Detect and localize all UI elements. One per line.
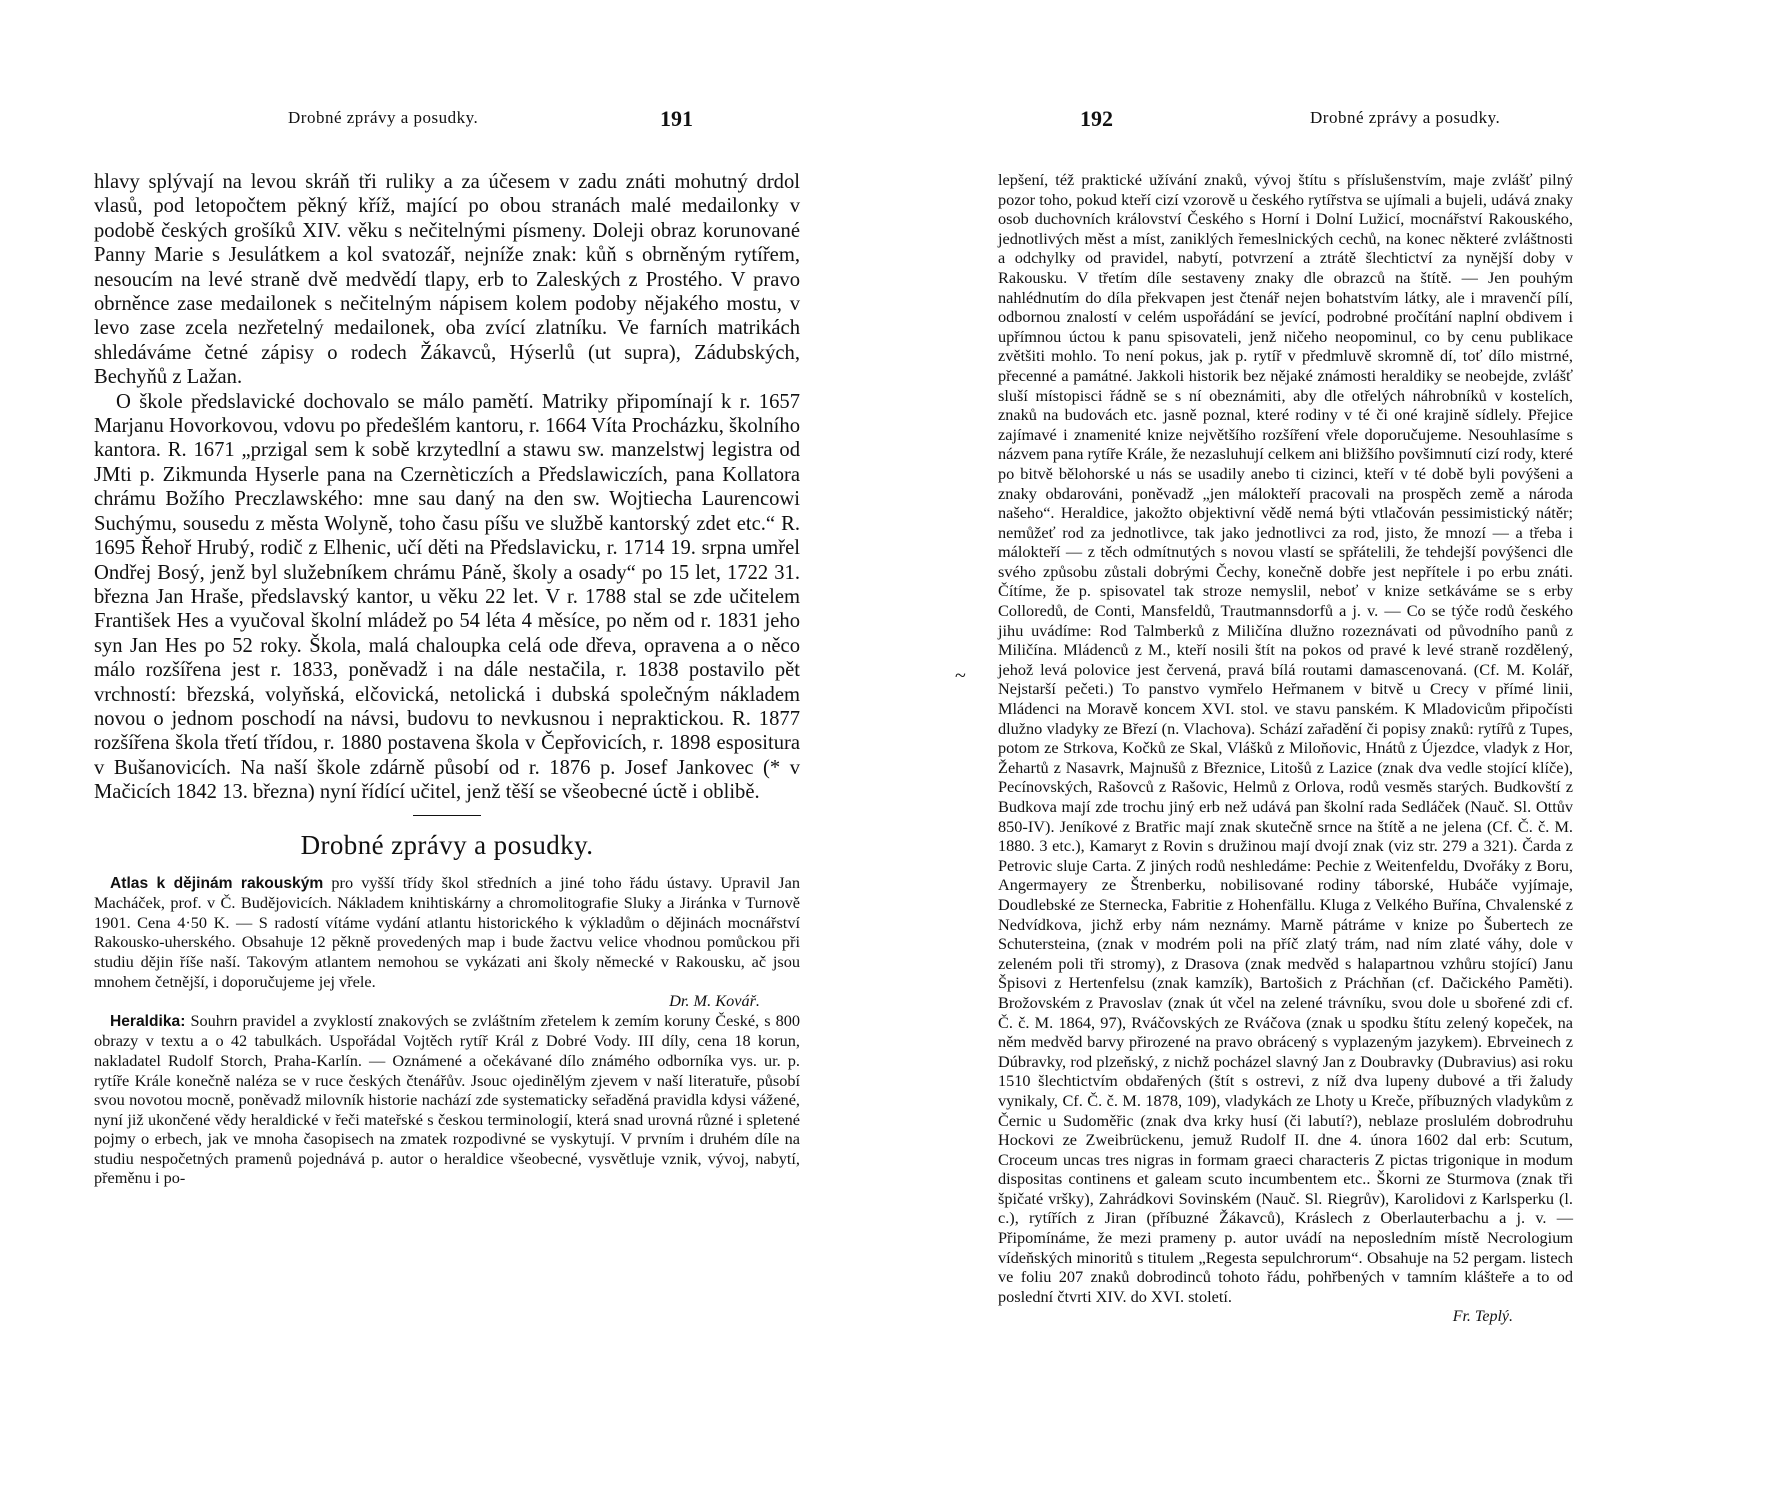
review-atlas-lead: Atlas k dějinám rakouským xyxy=(110,874,324,892)
section-divider xyxy=(413,815,481,816)
review-atlas xyxy=(94,873,800,1011)
review-atlas-text: pro vyšší třídy škol středních a jiné toho řádu ústavy. Upravil Jan Macháček, prof. v Č. Budějovicích. Nákladem knihtiskárny a chromolitografie Sluky a Jiránka v Turnově 1901. Cena 4·50 K. — S radostí vítáme vydání atlantu historického k výkladům o dějinách mocnářství Rakousko-uherského. Obsahuje 12 pěkně provedených map i bude žactvu velice vhodnou pomůckou při studiu dějin říše naší. Takovým atlantem nemohou se vykázati ani školy německé v Rakousku, ač jsou mnohem četnější, i doporučujeme jej vřele. xyxy=(94,872,800,991)
margin-mark: ~ xyxy=(955,665,966,687)
running-head-left: Drobné zprávy a posudky. xyxy=(288,108,479,127)
review-heraldika-text: Souhrn pravidel a zvyklostí znakových se zvláštním zřetelem k zemím koruny České, s 800 obrazy v textu a o 42 tabulkách. Uspořádal Vojtěch rytíř Král z Dobré Vody. III díly, cena 18 korun, nakladatel Rudolf Storch, Praha-Karlín. — Oznámené a očekávané dílo známého odborníka vys. ur. p. rytíře Krále konečně naléza se v ruce českých čtenářův. Jsouc ojedinělým zjevem v naší literatuře, působí svou novotou mocně, poněvadž milovník historie nachází zde systematicky seřaděná pravidla kdysi vážené, nyní již ukončené vědy heraldické v řeči mateřské s českou terminologií, která snad urovná různé i spletené pojmy o erbech, jak ve mnoha časopisech na zmatek rozpodivné se vyskytují. V prvním i druhém díle na studiu nespočetných pramenů pojednává p. autor o heraldice všeobecné, vysvětluje vznik, vývoj, nabytí, přeměnu i po- xyxy=(94,1010,800,1188)
section-heading: Drobné zprávy a posudky. xyxy=(300,829,594,860)
page-number-left: 191 xyxy=(660,106,693,131)
review-heraldika xyxy=(94,1011,800,1188)
body-paragraph-2: O škole předslavické dochovalo se málo pamětí. Matriky připomínají k r. 1657 Marjanu Hovorkovou, vdovu po předešlém kantoru, r. 1664 Víta Procházku, školního kantora. R. 1671 „przigal sem k sobě krzytedlní a stawu sw. manzelstwj legistra od JMti p. Zikmunda Hyserle pana na Czernèticzích a Předslawiczích, pana Kollatora chrámu Božího Preczlawského: mne sau daný na den sw. Wojtiecha Laurencowi Suchýmu, sousedu z města Wolyně, toho času píšu ve službě kantorský zdet etc.“ R. 1695 Řehoř Hrubý, rodič z Elhenic, učí děti na Předslavicku, r. 1714 19. srpna umřel Ondřej Bosý, jenž byl služebníkem chrámu Páně, školy a osady“ po 15 let, 1722 31. března Jan Hraše, předslavský kantor, u věku 22 let. V r. 1788 stal se zde učitelem František Hes a vyučoval školní mládež po 54 léta 4 měsíce, po něm od r. 1831 jeho syn Jan Hes po 52 roky. Škola, malá chaloupka celá ode dřeva, opravena a o něco málo rozšířena jest r. 1833, poněvadž i na dále nestačila, r. 1838 postavilo pět vrchností: březská, volyňská, elčovická, netolická i dubská společným nákladem novou o jednom poschodí na návsi, budovu to nevkusnou i nepraktickou. R. 1877 rozšířena škola třetí třídou, r. 1880 postavena škola v Čepřovicích, r. 1898 espositura v Bušanovicích. Na naší škole zdárně působí od r. 1876 p. Josef Jankovec (* v Mačicích 1842 13. března) nyní řídící učitel, jenž těší se všeobecné úctě i oblibě. xyxy=(94,390,800,804)
review-atlas-signature: Dr. M. Kovář. xyxy=(669,991,760,1011)
review-heraldika-lead: Heraldika: xyxy=(110,1012,186,1030)
body-paragraph-1: hlavy splývají na levou skráň tři ruliky a za účesem v zadu znáti mohutný drdol vlasů, pod letopočtem pěkný kříž, mající po obou stranách malé medailonky v podobě českých grošíků XIV. věku s nečitelnými písmeny. Doleji obraz korunované Panny Marie s Jesulátkem a kol svatozář, nejníže znak: kůň s obrněným rytířem, nesoucím na levé straně dvě medvědí tlapy, erb to Zaleských z Prostého. V pravo obrněnce zase medailonek s nečitelným nápisem kolem podoby nějakého mostu, v levo zase zcela nezřetelný medailonek, oba zvící zlatníku. Ve farních matrikách shledáváme četné zápisy o rodech Žákavců, Hýserlů (ut supra), Zádubských, Bechyňů z Lažan. xyxy=(94,171,800,389)
review-heraldika-signature: Fr. Teplý. xyxy=(1452,1308,1513,1326)
right-page xyxy=(890,0,1780,1500)
review-heraldika-continued: lepšení, též praktické užívání znaků, vývoj štítu s příslušenstvím, maje zvlášť pilný pozor toho, pokud kteří cizí vzorově u českého rytířstva se ujímali a bujeli, udává znaky osob duchovních království Českého s Horní i Dolní Lužicí, mocnářství Rakouského, jednotlivých měst a míst, zaniklých řemeslnických cechů, na konec některé zvláštnosti a odchylky od pravidel, nabytí, potvrzení a ztrátě šlechtictví za nynější doby v Rakousku. V třetím díle sestaveny znaky dle obrazců na štítě. — Jen pouhým nahlédnutím do díla překvapen jest čtenář nejen bohatstvím látky, ale i mravenčí pílí, odbornou znalostí v celém uspořádání se jevící, podrobné pročítání naplní obdivem i upřímnou úctou k panu spisovateli, jenž ničeho neopominul, co by cenu publikace zvětšiti mohlo. To není pokus, jak p. rytíř v předmluvě skromně dí, toť dílo mistrné, přecenné a památné. Jakkoli historik bez nějaké známosti heraldiky se neobejde, zvlášť sluší místopisci řádně se s ní obeznámiti, aby dle otřelých náhrobníků v kostelích, znaků na budovách etc. jasně poznal, které rodiny v té či oné krajině sídlely. Přejice zajímavé i znamenité knize největšího rozšíření vřele doporučujeme. Nesouhlasíme s názvem pana rytíře Krále, že nezasluhují celkem ani bližšího povšimnutí cizí rody, které po bitvě bělohorské u nás se usadily anebo ti cizinci, kteří v té době byli povýšeni a znaky obdarováni, poněvadž „jen málokteří pracovali na prospěch země a národa našeho“. Heraldice, jakožto objektivní vědě nemá býti vtlačován pessimistický nátěr; nemůžeť rod za jednotlivce, tak jako jednotlivci za rod, jisto, že mnozí — a třeba i málokteří — z těch odmítnutých s novou vlastí se spřátelili, že tehdejší povýšenci dle svého způsobu zůstali dobrými Čechy, konečně dobře jest nepřítele i po erbu znáti. Čítíme, že p. spisovatel tak stroze nemyslil, neboť v knize setkáváme se s erby Colloredů, de Conti, Mansfeldů, Trautmannsdorfů a j. v. — Co se týče rodů českého jihu uvádíme: Rod Talmberků z Miličína dlužno rozeznávati od původního panů z Miličína. Mládenců z M., kteří nosili štít na pokos od pravé k levé straně rozdělený, jehož levá polovice jest červená, pravá bílá routami damascenovaná. (Cf. M. Kolář, Nejstarší pečeti.) To panstvo vymřelo Heřmanem v bitvě u Crecy v přímé linii, Mládenci na Moravě koncem XVI. stol. ve stavu panském. K Mladovicům připočísti dlužno vladyky ze Březí (n. Vlachova). Schází zařadění či popisy znaků: rytířů z Tupes, potom ze Strkova, Kočků ze Skal, Vlášků z Miloňovic, Hnátů z Újezdce, vladyk z Hor, Žehartů z Nasavrk, Majnušů z Březnice, Litošů z Lazice (znak dva vedle stojící klíče), Pecínovských, Rašovců z Rašovic, Helmů z Orlova, rodů vesměs starých. Budkovští z Budkova mají zde trochu jiný erb než udává pan školní rada Sedláček (Nauč. Sl. Ottův 850-IV). Jeníkové z Bratřic mají znak skutečně srnce na štítě a ne jelena (Cf. Č. č. M. 1880. 3 etc.), Kamaryt z Rovin s družinou mají dvojí znak (viz str. 279 a 321). Čarda z Petrovic sluje Carta. Z jiných rodů neshledáme: Pechie z Weitenfeldu, Dvořáky z Boru, Angermayery ze Štrenberku, nobilisované rodiny táborské, Hubáče vyjímaje, Doudlebské ze Sternecka, Fabritie z Hohenfällu. Kluga z Velkého Buřína, Chvalenské z Nedvídkova, jichž erby nám neznámy. Marně pátráme v knize po Šubertech ze Schutersteina, (znak v modrém poli na příč zlatý trám, nad ním zlaté váhy, dole v zeleném poli tři stromy), z Drasova (znak medvěd s halapartnou vzhůru stojící) Janu Špisovi z Hertenfelsu (znak kamzík), Bartošich z Práchňan (cf. Dačického Paměti). Brožovském z Pravoslav (znak út včel na zelené trávníku, svou dole u sbořené zdi cf. Č. č. M. 1864, 97), Rváčovských ze Rváčova (znak u spodku štítu zelený kopeček, na něm medvěd barvy přirozené na pravo obrácený s vyplazeným jazykem). Ebrveinech z Dúbravky, rod plzeňský, z nichž pocházel slavný Jan z Doubravky (Dubravius) asi roku 1510 šlechtictvím obdařených (štít s ostrevi, z níž dva lupeny dubové a tři žaludy vynikaly, Cf. Č. č. M. 1878, 109), vladykách ze Lhoty u Kreče, příbuzných vladykům z Černic u Sudoměřic (znak dva krky husí (či labutí?), neblaze proslulém dobrodruhu Hockovi ze Zweibrückenu, jemuž Rudolf II. dne 4. února 1602 dal erb: Scutum, Croceum uncas tres nigras in formam graeci characteris Z pictas trigonique in modum dispositas continens et galeam scuto incumbentem etc.. Škorni ze Sturmova (znak tři špičaté vršky), Zahrádkovi Sovinském (Nauč. Sl. Riegrův), Karolidovi z Karlsperku (l. c.), rytířích z Jiran (příbuzné Žákavců), Kráslech z Oberlauterbachu a j. v. — Připomínáme, že mezi prameny p. autor uvádí na neposledním místě Necrologium vídeňských minoritů s titulem „Regesta sepulchrorum“. Obsahuje na 52 pergam. listech ve foliu 207 znaků dobrodinců tohoto řádu, pohřbených v tamním klášteře a to od poslední čtvrti XIV. do XVI. století. xyxy=(998,170,1573,1306)
running-head-right: Drobné zprávy a posudky. xyxy=(1310,108,1501,127)
left-column xyxy=(94,170,800,1188)
right-column xyxy=(998,170,1573,1326)
page-number-right: 192 xyxy=(1080,106,1113,131)
